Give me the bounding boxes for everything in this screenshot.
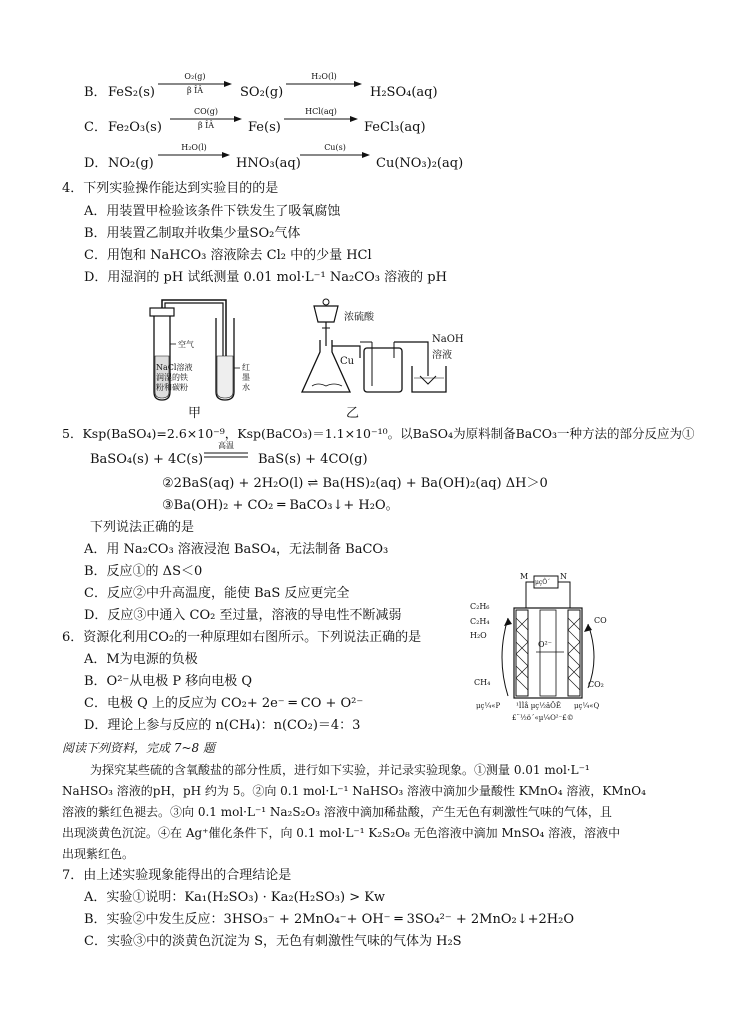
arrow-condition-top: H₂O(l) bbox=[311, 72, 337, 81]
q7-option-a: A．实验①说明：Ka₁(H₂SO₃) · Ka₂(H₂SO₃) > Kw bbox=[84, 890, 386, 905]
label-co2: CO₂ bbox=[588, 680, 604, 689]
q5-option-d: D．反应③中通入 CO₂ 至过量，溶液的导电性不断减弱 bbox=[84, 608, 402, 623]
q6-option-d: D．理论上参与反应的 n(CH₄)：n(CO₂)＝4：3 bbox=[84, 718, 361, 733]
q7-option-c: C．实验③中的淡黄色沉淀为 S，无色有刺激性气味的气体为 H₂S bbox=[84, 934, 462, 949]
option-letter: D． bbox=[84, 156, 108, 171]
q5-sub-stem: 下列说法正确的是 bbox=[90, 520, 195, 535]
species: H₂SO₄(aq) bbox=[370, 85, 438, 100]
label-m: M bbox=[520, 572, 529, 581]
reaction-condition: 高温 bbox=[218, 441, 234, 450]
q4-option-a: A．用装置甲检验该条件下铁发生了吸氧腐蚀 bbox=[84, 204, 341, 219]
passage-intro: 阅读下列资料，完成 7~8 题 bbox=[62, 741, 215, 755]
label-solid-electrolyte: ¹ÌÌå µç½âÖÊ bbox=[516, 702, 562, 710]
label-red-ink: 水 bbox=[242, 383, 250, 392]
label-red-ink: 墨 bbox=[242, 373, 250, 382]
q5-option-a: A．用 Na₂CO₃ 溶液浸泡 BaSO₄，无法制备 BaCO₃ bbox=[84, 542, 389, 557]
species: Fe₂O₃(s) bbox=[108, 120, 162, 135]
species: HNO₃(aq) bbox=[236, 156, 301, 171]
species: SO₂(g) bbox=[240, 85, 284, 100]
q4-option-c: C．用饱和 NaHCO₃ 溶液除去 Cl₂ 中的少量 HCl bbox=[84, 248, 372, 263]
reaction-arrow bbox=[284, 107, 358, 131]
reaction-1-equals bbox=[204, 442, 248, 466]
label-c2h6: C₂H₆ bbox=[470, 602, 490, 611]
species: Cu(NO₃)₂(aq) bbox=[376, 156, 464, 171]
label-air: 空气 bbox=[178, 340, 194, 349]
passage-line: 出现紫红色。 bbox=[62, 847, 135, 861]
q6-option-b: B．O²⁻从电极 P 移向电极 Q bbox=[84, 674, 253, 689]
label-conc-sulfuric: 浓硫酸 bbox=[344, 312, 374, 323]
label-soak: 粉和碳粉 bbox=[156, 383, 188, 392]
reaction-arrow bbox=[300, 143, 370, 167]
arrow-condition-top: Cu(s) bbox=[324, 143, 346, 152]
species: Fe(s) bbox=[248, 120, 281, 135]
reaction-1-right: BaS(s) + 4CO(g) bbox=[258, 452, 368, 467]
label-ch4: CH₄ bbox=[474, 678, 491, 687]
species: FeS₂(s) bbox=[108, 85, 155, 100]
arrow-condition-bottom: β ÎÂ bbox=[197, 121, 215, 130]
label-soak: NaCl溶液 bbox=[156, 363, 193, 372]
q5-option-b: B．反应①的 ΔS＜0 bbox=[84, 564, 203, 579]
question-4-stem: 4．下列实验操作能达到实验目的的是 bbox=[62, 181, 279, 196]
label-cu: Cu bbox=[340, 356, 355, 367]
passage-line: 为探究某些硫的含氧酸盐的部分性质，进行如下实验，并记录实验现象。①测量 0.01 mol·L⁻¹ bbox=[90, 763, 590, 777]
label-co: CO bbox=[594, 616, 607, 625]
label-power-source: μçÔ´ bbox=[535, 579, 551, 586]
arrow-condition-top: H₂O(l) bbox=[181, 143, 207, 152]
arrow-condition-top: O₂(g) bbox=[184, 72, 206, 81]
q6-option-c: C．电极 Q 上的反应为 CO₂+ 2e⁻ ═ CO + O²⁻ bbox=[84, 696, 364, 711]
label-o2-ion: O²⁻ bbox=[538, 640, 552, 649]
label-o2-only: £¨½ö´«µ¼O²⁻£© bbox=[512, 714, 574, 722]
reaction-arrow bbox=[158, 143, 230, 167]
label-c2h4: C₂H₄ bbox=[470, 617, 490, 626]
species: NO₂(g) bbox=[108, 156, 154, 171]
label-electrode-q: μç¼«Q bbox=[574, 702, 600, 710]
reaction-3: ③Ba(OH)₂ + CO₂ ═ BaCO₃↓+ H₂O。 bbox=[162, 498, 399, 513]
label-n: N bbox=[560, 572, 567, 581]
reaction-arrow bbox=[170, 107, 242, 131]
reaction-1-left: BaSO₄(s) + 4C(s) bbox=[90, 452, 204, 467]
q6-option-a: A．M为电源的负极 bbox=[84, 652, 198, 667]
label-solution: 溶液 bbox=[432, 350, 452, 361]
option-letter: C． bbox=[84, 120, 107, 135]
reaction-arrow bbox=[158, 72, 232, 96]
label-red-ink: 红 bbox=[242, 363, 250, 372]
species: FeCl₃(aq) bbox=[364, 120, 426, 135]
reaction-2: ②2BaS(aq) + 2H₂O(l) ⇌ Ba(HS)₂(aq) + Ba(OH)₂(aq) ΔH＞0 bbox=[162, 476, 548, 491]
passage-line: NaHSO₃ 溶液的pH，pH 约为 5。②向 0.1 mol·L⁻¹ NaHSO₃ 溶液中滴加少量酸性 KMnO₄ 溶液，KMnO₄ bbox=[62, 784, 646, 798]
arrow-condition-bottom: β ÎÂ bbox=[186, 86, 204, 95]
label-h2o: H₂O bbox=[470, 631, 487, 640]
q5-option-c: C．反应②中升高温度，能使 BaS 反应更完全 bbox=[84, 586, 350, 601]
q4-option-d: D．用湿润的 pH 试纸测量 0.01 mol·L⁻¹ Na₂CO₃ 溶液的 pH bbox=[84, 270, 447, 285]
passage-line: 溶液的紫红色褪去。③向 0.1 mol·L⁻¹ Na₂S₂O₃ 溶液中滴加稀盐酸，产生无色有刺激性气味的气体，且 bbox=[62, 805, 612, 819]
arrow-condition-top: HCl(aq) bbox=[305, 107, 337, 116]
reaction-arrow bbox=[286, 72, 362, 96]
question-5-stem: 5．Ksp(BaSO₄)=2.6×10⁻⁹，Ksp(BaCO₃)＝1.1×10⁻¹⁰。以BaSO₄为原料制备BaCO₃一种方法的部分反应为① bbox=[62, 426, 695, 441]
question-7-stem: 7．由上述实验现象能得出的合理结论是 bbox=[62, 868, 292, 883]
passage-line: 出现淡黄色沉淀。④在 Ag⁺催化条件下，向 0.1 mol·L⁻¹ K₂S₂O₈ 无色溶液中滴加 MnSO₄ 溶液，溶液中 bbox=[62, 826, 621, 840]
arrow-condition-top: CO(g) bbox=[193, 107, 219, 116]
label-naoh: NaOH bbox=[432, 334, 464, 345]
q7-option-b: B．实验②中发生反应：3HSO₃⁻ + 2MnO₄⁻+ OH⁻ ═ 3SO₄²⁻ + 2MnO₂↓+2H₂O bbox=[84, 912, 574, 927]
label-electrode-p: μç¼«P bbox=[476, 702, 501, 710]
figure-caption: 甲 bbox=[188, 406, 202, 421]
label-soak: 润湿的铁 bbox=[156, 373, 188, 382]
question-6-stem: 6．资源化利用CO₂的一种原理如右图所示。下列说法正确的是 bbox=[62, 630, 422, 645]
q4-option-b: B．用装置乙制取并收集少量SO₂气体 bbox=[84, 226, 301, 241]
option-letter: B． bbox=[84, 85, 107, 100]
figure-caption: 乙 bbox=[346, 406, 360, 421]
